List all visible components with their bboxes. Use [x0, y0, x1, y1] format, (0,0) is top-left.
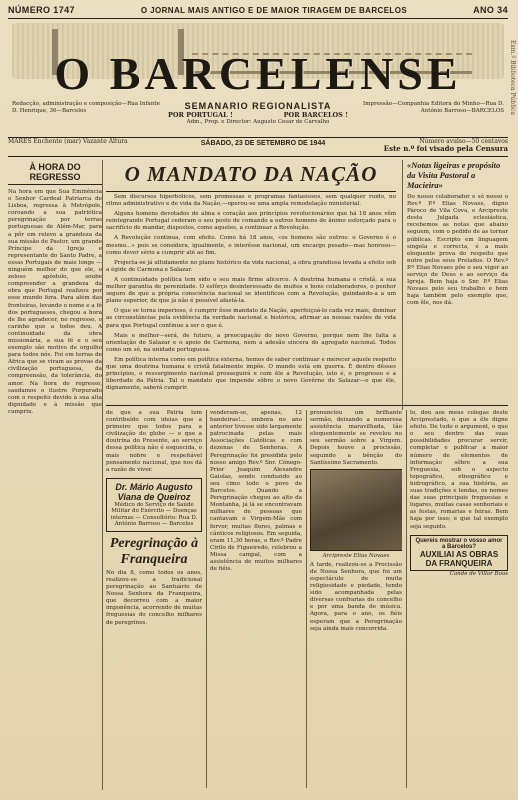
lower-column-1 — [106, 410, 202, 788]
main-headline: O MANDATO DA NAÇÃO — [106, 162, 396, 192]
doctor-advertisement — [106, 478, 202, 532]
motto-left: POR PORTUGAL ! — [168, 111, 233, 119]
franqueira-appeal-box — [410, 535, 508, 571]
motto-right: POR BARCELOS ! — [283, 111, 348, 119]
main-paragraph: Projecta-se já ultidamente no plano histórico da vida nacional, a obra grandiosa levada a efeito sob a égide de Carmona e Salazar. — [106, 259, 396, 273]
main-paragraph: O que se torna imperioso, é cumprir êsse mandato da Nação, aperfeiçoá-lo cada vez mais, dominar as circunstâncias pela evidência da verdade nacional e histórica, afirmar as nossas razões de vida para que Portugal continue a ser o que é. — [106, 308, 396, 329]
col4-text: lo, dou aos meus colegas deste Arciprestado, o que a êle digne efeito. De tudo o argument, o que o seu dentro das suas possibilidades procurar servir, completar e publicar a maior número de elementos de informação sôbre a sua Freguesia, sob o aspecto topográfico, etnográfico e hidrográfico, a sua história, as suas tradições e lendas, os nomes das suas principais freguesias e lugares, muitas casas senhoriais e as festas, romarias e feiras. Bem haja por isso; e que tal exemplo seja seguido. — [410, 410, 508, 530]
col3-text-2: A tarde, realizou-se a Procissão de Nossa Senhora, que foi um espectáculo de muita religiosidade e piedade, tendo sido acompanhada pelas diversas confrarias do concelho e por uma banda de música. Agora, para o ano, os fiéis esperam que a Peregrinação seja ainda mais concorrida. — [310, 561, 402, 632]
issue-date: SÁBADO, 23 DE SETEMBRO DE 1944 — [200, 140, 326, 147]
address-text: Redacção, administração e composição—Rua Infante D. Henrique, 36—Barcelos — [12, 101, 160, 114]
feature-title: Peregrinação à Franqueira — [109, 535, 199, 567]
newspaper-title: O BARCELENSE — [54, 48, 462, 99]
printer-text: Impressão—Companhia Editora do Minho—Rua D. António Barroso—BARCELOS — [363, 101, 504, 114]
info-bar — [8, 136, 508, 157]
main-paragraph: Mais e melhor—será, de futuro, a preocupação do novo Governo, porque nem lhe falta a orientação de Salazar e o apoio de Carmona, nem a adesão sincera do agregado nacional. Todos como um só, na unidade portuguesa. — [106, 332, 396, 353]
lower-section — [106, 405, 508, 791]
masthead — [8, 18, 508, 138]
right-column-article — [402, 160, 508, 410]
lower-column-3 — [306, 410, 402, 788]
price-text: Número avulso—50 centavos — [419, 138, 508, 145]
appeal-line-2: AUXILIAI AS OBRAS DA FRANQUEIRA — [419, 549, 499, 568]
appeal-line-1: Quereis mostrar o vosso amor a Barcelos? — [415, 537, 503, 550]
main-paragraph: Alguns homens devotados de alma e coração aos princípios revolucionários que há 18 anos vêm reintegrando Portugal cederam o seu posto de comando a outros homens de ânimo esforçado para o sacrifício de mandar, dispostos, como aqueles, a continuar a Revolução. — [106, 211, 396, 232]
issue-number: NÚMERO 1747 — [8, 5, 75, 15]
right-article-heading: «Notas ligeiras e propósito da Visita Pastoral a Macieira» — [407, 160, 501, 190]
left-article-text: Na hora em que Sua Eminência o Senhor Cardeal Patriarca de Lisboa, regressa à Metrópole, coroando a sua patriótica peregrinação por terras portuguesas de Além-Mar, para a pôr em relevo a grandeza da sua missão de Pastor, um grande Príncipe da Igreja e representante do Santo Padre, a essas Portugais de mais longe — ninguém melhor do que ele, o zeloso apóstolo, soube compreender a grandeza da obra que Portugal realizou por esse mundo fora. Para além das fronteiras, levando o nome e a fé dos portugueses, chegou a hora de lhe agradecer, no regresso, o carinho que a todos deu. A continuidade da obra missionária, a sua fé e o seu exemplo são motivo de orgulho para todos nós. Foi em terras de África que se viram as provas da civilização portuguesa, da compreensão, da tolerância, do amor. Na hora do regresso, saudamos o ilustre Purpurado com o respeito devido à sua alta dignidade e à missão que cumpriu. — [8, 189, 102, 415]
signature: Cande de Villar Boas — [449, 570, 508, 577]
left-column-article — [8, 160, 103, 790]
library-stamp: Exm.º Biblioteca Pública — [509, 40, 516, 116]
feature-text: No dia 8, como todos os anos, realizou-se a tradicional peregrinação ao Santuário de Nossa Senhora da Franqueira, que decorreu com a maior imponência, acorrendo de muitas freguesias do concelho milhares de peregrinos. — [106, 569, 202, 626]
tides-table: MARÉS Enchente (mar) Vazante Altura — [8, 138, 128, 145]
masthead-center — [168, 101, 348, 126]
left-article-heading: À HORA DO REGRESSO — [8, 162, 102, 185]
subtitle: SEMANARIO REGIONALISTA — [184, 101, 332, 111]
main-paragraph: Sem discursos hiperbólicos, sem promessas e programas fantasiosos, sem qualquer ruído, no ritmo administrativo e de vida da Nação,—operou-se uma ampla remodelação ministerial. — [106, 194, 396, 208]
col2-text: venderam-se, apenas, 12 bandeiras!... embora no ano anterior tivesse sido largamente patrocinada pelas mais Associações Católicas e com dezenas de Senhoras. A Peregrinação foi presidida pelo nosso amigo Rev.º Snr. Cónego-Prior Joaquim Alexandre Gaiolas, sendo conduzido ao seu cimo todo o povo de Barcelos. Quando a Peregrinação chegou ao alto da Montanha, já lá se encontravam milhares de pessoas que cantavam o Virgem-Mãe com fervor, muitas flores, palmas e cânticos religiosos. Em seguida, eram 11,30 horas, o Rev.º Padre Cirilo de Figueiredo, celebrou a Missa campal, com a assistência de muitos milhares de fiéis. — [210, 410, 302, 573]
lower-column-2 — [206, 410, 302, 788]
censor-note: Este n.º foi visado pela Censura — [383, 144, 508, 153]
main-paragraph: A Revolução continua, com efeito. Como há 18 anos, «os homens são outros: o Governo é o mesmo...» pois se considera, igualmente, o interêsse nacional, um encargo pesado—mas honroso—como dever sério a cumprir até ao fim. — [106, 235, 396, 256]
slogan: O JORNAL MAIS ANTIGO E DE MAIOR TIRAGEM DE BARCELOS — [140, 5, 408, 15]
doctor-name: Dr. Mário Augusto Viana de Queiroz — [115, 481, 193, 502]
year-label: ANO 34 — [473, 5, 508, 15]
main-paragraph: A continuidade política tem sido o seu mais firme alicerce. A doutrina humana e cristã, a sua melhor garantia de perenidade. O esfôrço desinteressado de muitos e bons colaboradores, o penhor seguro de que a própria consciência nacional se identificou com a Revolução, guindando-a a um plano superior, de que já não é possível afastá-la. — [106, 276, 396, 305]
top-bar — [8, 4, 508, 16]
masthead-right-info — [354, 101, 504, 115]
right-article-text: Do nosso colaborador e só nosso o Rev.º P.º Elias Novaes, digno Pároco de Vila Cova, e Arcipreste desta Julgada eclesiástica, recebemos as notas que abaixo seguem, com o pedido de as tornar públicas. Escripto em linguagem singela e correcta, é a mais eloquente prova do respeito que nutre pelos seus Prelados. O Rev.º P.º Elias Novaes põe o seu vigor ao serviço de Deus e ao serviço da Igreja. Bem haja o Snr. P.º Elias Novaes pelo seu trabalho e bem haja também pelo exemplo que, com êle, nos dá. — [407, 194, 508, 307]
price-info — [358, 138, 508, 152]
mottos — [168, 111, 348, 119]
main-paragraph: Em política interna como em política externa, hemos de saber continuar e merecer aquele respeito que uma doutrina humana e cristã fatalmente impõe. O mundo está em guerra. É dentro dêsses princípios, o ressurgimento nacional prosseguirá e com êle a Revolução, isto é, o progresso e a liberdade da Pátria. Tal o mandato que impende sôbre o novo Govêrno de Salazar—o que êle, dignamente, saberá cumprir. — [106, 356, 396, 392]
editor-line: Adm., Prop. e Director: Augusto Cesar de Carvalho — [186, 119, 330, 125]
doctor-details: Médico do Serviço de Saúde Militar do Exército — Doenças internas — Consultório: Rua D. António Barroso — Barcelos — [110, 501, 198, 528]
col3-text: pronunciou um brilhante sermão, deixando a numerosa assistência maravilhada, tão eloquentemente se revelou no seu sermão sobre a Virgem. Depois houve a procissão, seguindo a bênção do Santíssimo Sacramento. — [310, 410, 402, 466]
portrait-photo — [310, 469, 402, 551]
main-article-body — [106, 194, 396, 399]
lower-column-4 — [406, 410, 508, 788]
masthead-left-info — [12, 101, 162, 115]
photo-caption: Arcipreste Elias Novaes — [322, 552, 390, 559]
col1-text: de que a sua Pátria tem contribuído com ideias que a primeiro que todos para a civilização do globo — e que a doutrina do Presente, ao serviço dessa política não é esquecida, o mais nobre e respeitável pensamento nacional, que nos dá a razão de viver. — [106, 410, 202, 473]
